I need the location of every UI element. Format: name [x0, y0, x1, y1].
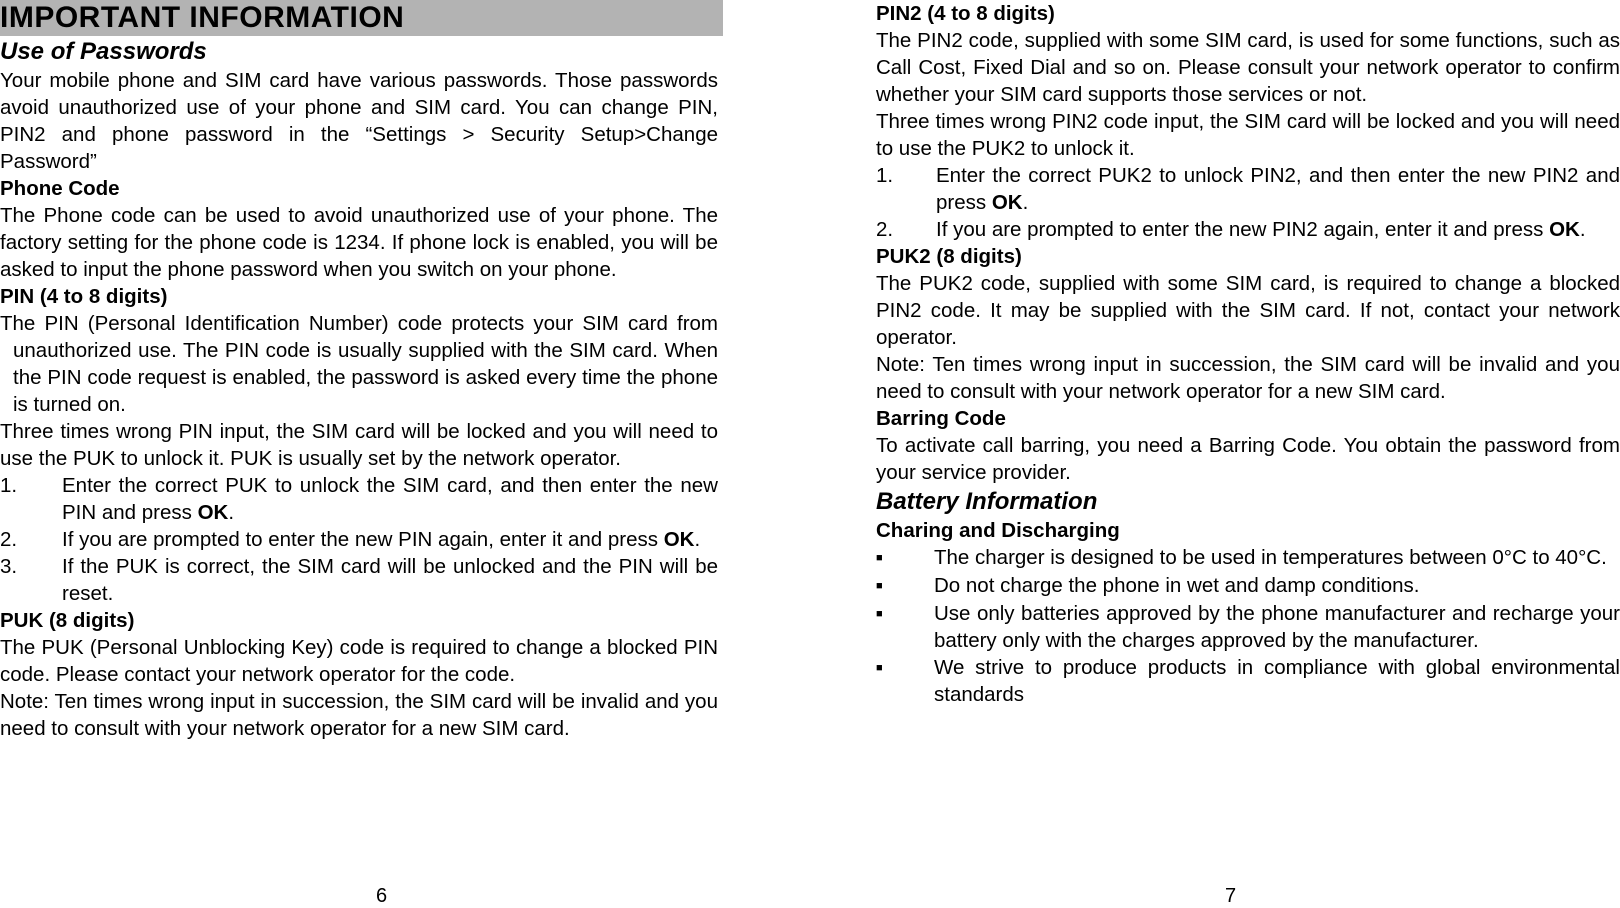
battery-bullets-list — [876, 544, 1620, 708]
heading-pin2: PIN2 (4 to 8 digits) — [876, 2, 1055, 25]
heading-phone-code: Phone Code — [0, 177, 120, 200]
list-item: ■ Do not charge the phone in wet and damp conditions. — [876, 572, 1620, 600]
heading-puk2: PUK2 (8 digits) — [876, 245, 1022, 268]
list-item: ■ The charger is designed to be used in temperatures between 0°C to 40°C. — [876, 544, 1620, 572]
bullet-square-icon: ■ — [876, 580, 883, 592]
heading-use-of-passwords: Use of Passwords — [0, 38, 207, 65]
page-right — [876, 0, 1620, 708]
page-left — [0, 0, 746, 742]
pin-wrong-input: Three times wrong PIN input, the SIM card will be locked and you will need to use the PUK to unlock it. PUK is usually set by the network operator. — [0, 420, 718, 470]
puk2-body: The PUK2 code, supplied with some SIM card, is required to change a blocked PIN2 code. It may be supplied with the SIM card. If not, contact your network operator. — [876, 272, 1620, 349]
puk2-note: Note: Ten times wrong input in succession, the SIM card will be invalid and you need to consult with your network operator for a new SIM card. — [876, 353, 1620, 403]
bullet-square-icon: ■ — [876, 662, 883, 674]
list-item: 2. If you are prompted to enter the new PIN2 again, enter it and press OK. — [876, 218, 1586, 241]
pin2-body: The PIN2 code, supplied with some SIM card, is used for some functions, such as Call Cost, Fixed Dial and so on. Please consult your network operator to confirm whether your SIM card supports those services or not. — [876, 29, 1620, 106]
heading-charging: Charing and Discharging — [876, 519, 1120, 542]
page-number-right: 7 — [1225, 885, 1237, 907]
barring-body: To activate call barring, you need a Barring Code. You obtain the password from your service provider. — [876, 434, 1620, 484]
list-item: 1. Enter the correct PUK to unlock the SIM card, and then enter the new PIN and press OK. — [0, 474, 718, 524]
list-item: 2. If you are prompted to enter the new PIN again, enter it and press OK. — [0, 528, 701, 551]
heading-barring-code: Barring Code — [876, 407, 1006, 430]
pin2-steps-list — [876, 162, 1620, 243]
phone-code-body: The Phone code can be used to avoid unauthorized use of your phone. The factory setting for the phone code is 1234. If phone lock is enabled, you will be asked to input the phone password when you switch on your phone. — [0, 204, 718, 281]
bullet-square-icon: ■ — [876, 608, 883, 620]
passwords-intro: Your mobile phone and SIM card have various passwords. Those passwords avoid unauthorized use of your phone and SIM card. You can change PIN, PIN2 and phone password in the “Settings > Security Setup>Change Password” — [0, 69, 718, 173]
bullet-square-icon: ■ — [876, 552, 883, 564]
list-item: 1. Enter the correct PUK2 to unlock PIN2, and then enter the new PIN2 and press OK. — [876, 164, 1620, 214]
puk-note: Note: Ten times wrong input in succession, the SIM card will be invalid and you need to consult with your network operator for a new SIM card. — [0, 690, 718, 740]
section-banner: IMPORTANT INFORMATION — [0, 0, 723, 36]
heading-pin: PIN (4 to 8 digits) — [0, 285, 168, 308]
pin2-wrong-input: Three times wrong PIN2 code input, the SIM card will be locked and you will need to use the PUK2 to unlock it. — [876, 110, 1620, 160]
page-number-left: 6 — [376, 885, 388, 907]
pin-steps-list — [0, 472, 718, 607]
heading-puk: PUK (8 digits) — [0, 609, 135, 632]
heading-battery-information: Battery Information — [876, 488, 1098, 515]
pin-body: The PIN (Personal Identification Number) code protects your SIM card from unauthorized use. The PIN code is usually supplied with the SIM card. When the PIN code request is enabled, the password is asked every time the phone is turned on. — [0, 312, 718, 416]
list-item: 3. If the PUK is correct, the SIM card will be unlocked and the PIN will be reset. — [0, 555, 718, 605]
list-item: ■ We strive to produce products in compliance with global environmental standards — [876, 656, 1620, 706]
list-item: ■ Use only batteries approved by the phone manufacturer and recharge your battery only with the charges approved by the manufacturer. — [876, 602, 1620, 652]
puk-body: The PUK (Personal Unblocking Key) code is required to change a blocked PIN code. Please contact your network operator for the code. — [0, 636, 718, 686]
